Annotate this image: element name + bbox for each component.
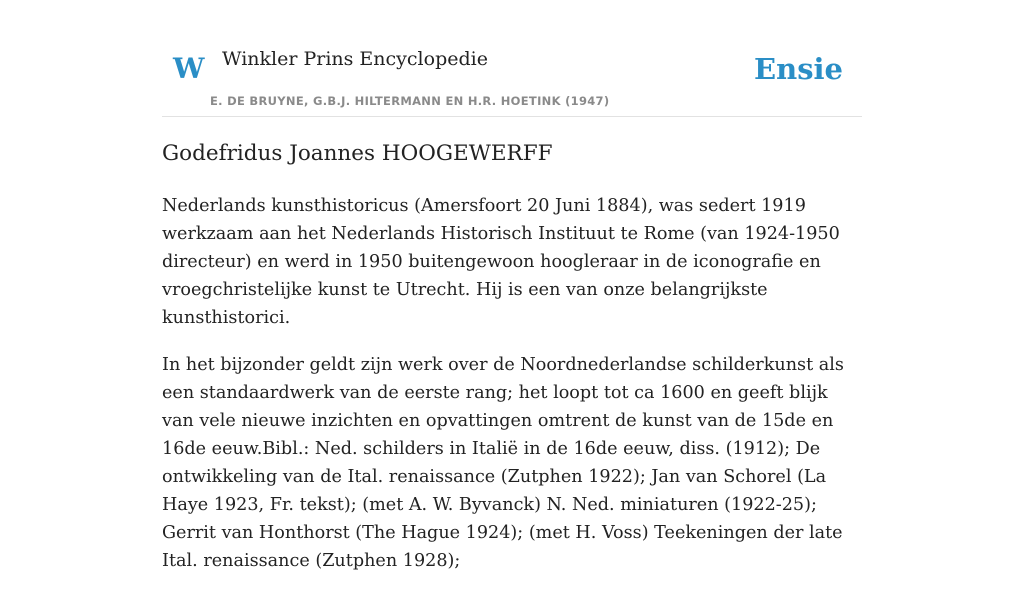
winkler-prins-logo[interactable]: W [173,52,205,85]
site-header [162,0,862,117]
book-authors: E. DE BRUYNE, G.B.J. HILTERMANN EN H.R. HOETINK (1947) [210,94,610,108]
ensie-logo[interactable]: Ensie [754,52,843,86]
entry-body [162,192,862,594]
book-title-link[interactable]: Winkler Prins Encyclopedie [222,48,488,70]
body-paragraph: In het bijzonder geldt zijn werk over de Noordnederlandse schilderkunst als een standaardwerk van de eerste rang; het loopt tot ca 1600 en geeft blijk van vele nieuwe inzichten en opvattingen omtrent de kunst van de 15de en 16de eeuw.Bibl.: Ned. schilders in Italië in de 16de eeuw, diss. (1912); De ontwikkeling van de Ital. renaissance (Zutphen 1922); Jan van Schorel (La Haye 1923, Fr. tekst); (met A. W. Byvanck) N. Ned. miniaturen (1922-25); Gerrit van Honthorst (The Hague 1924); (met H. Voss) Teekeningen der late Ital. renaissance (Zutphen 1928); [162,355,844,571]
entry-title: Godefridus Joannes HOOGEWERFF [162,141,553,166]
body-paragraph: Nederlands kunsthistoricus (Amersfoort 20 Juni 1884), was sedert 1919 werkzaam aan het Nederlands Historisch Instituut te Rome (van 1924-1950 directeur) en werd in 1950 buitengewoon hoogleraar in de iconografie en vroegchristelijke kunst te Utrecht. Hij is een van onze belangrijkste kunsthistorici. [162,196,840,328]
